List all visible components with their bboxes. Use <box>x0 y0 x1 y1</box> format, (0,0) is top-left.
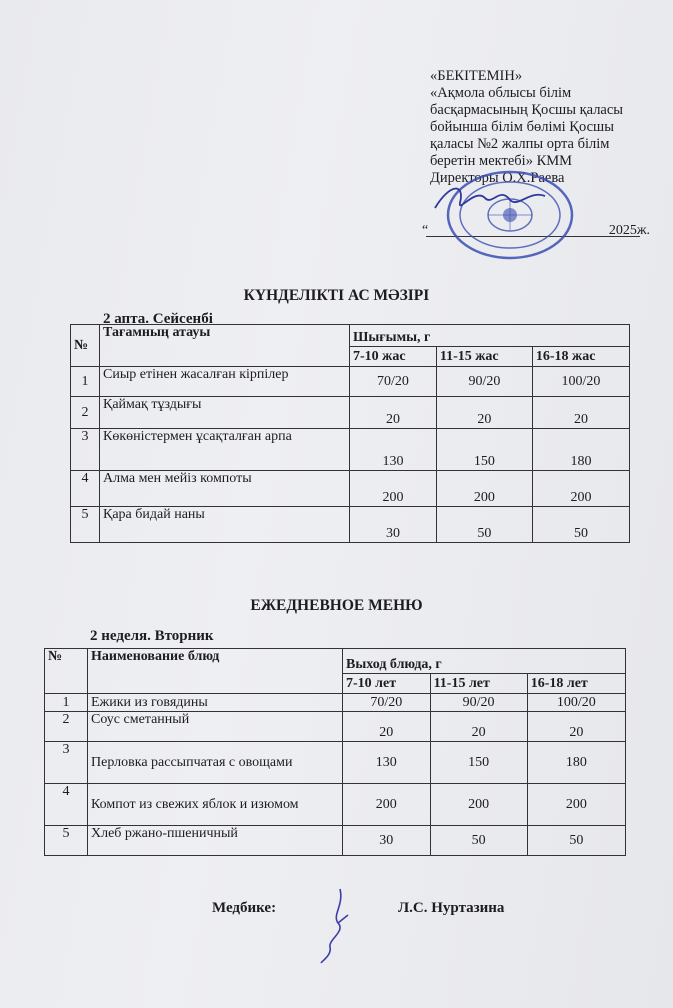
row-value: 100/20 <box>532 367 629 397</box>
table-header-name: Наименование блюд <box>88 649 343 694</box>
row-value: 200 <box>343 784 431 826</box>
row-value: 150 <box>430 742 527 784</box>
row-name: Ежики из говядины <box>88 694 343 712</box>
table-header-age: 16-18 жас <box>532 347 629 367</box>
row-value: 50 <box>436 507 532 543</box>
row-value: 200 <box>527 784 625 826</box>
kazakh-subtitle: 2 апта. Сейсенбі <box>103 311 213 327</box>
row-num: 4 <box>71 471 100 507</box>
table-row <box>45 784 626 826</box>
table-header-name: Тағамның атауы <box>100 325 350 367</box>
row-value: 20 <box>343 712 431 742</box>
row-name: Қаймақ тұздығы <box>100 397 350 429</box>
row-num: 2 <box>45 712 88 742</box>
table-header-age: 11-15 жас <box>436 347 532 367</box>
approval-line: басқармасының Қосшы қаласы <box>430 102 624 118</box>
row-value: 200 <box>350 471 437 507</box>
row-num: 4 <box>45 784 88 826</box>
date-quote: “ <box>422 223 429 238</box>
row-value: 30 <box>350 507 437 543</box>
table-header-age: 7-10 лет <box>343 674 431 694</box>
table-row <box>71 397 630 429</box>
table-header-age: 16-18 лет <box>527 674 625 694</box>
row-value: 70/20 <box>350 367 437 397</box>
nurse-role-label: Медбике: <box>212 900 277 916</box>
russian-menu-table <box>44 648 626 856</box>
table-header-num: № <box>45 649 88 694</box>
approval-line: Директоры О.Х.Раева <box>430 170 565 186</box>
row-num: 5 <box>45 826 88 856</box>
row-value: 70/20 <box>343 694 431 712</box>
row-value: 130 <box>343 742 431 784</box>
nurse-name: Л.С. Нуртазина <box>398 900 505 916</box>
row-value: 50 <box>430 826 527 856</box>
table-row <box>71 507 630 543</box>
row-num: 5 <box>71 507 100 543</box>
approval-line: «Ақмола облысы білім <box>430 85 572 101</box>
row-value: 20 <box>527 712 625 742</box>
row-num: 2 <box>71 397 100 429</box>
russian-subtitle: 2 неделя. Вторник <box>90 628 214 644</box>
row-value: 50 <box>527 826 625 856</box>
row-value: 20 <box>532 397 629 429</box>
table-header-age: 7-10 жас <box>350 347 437 367</box>
row-num: 3 <box>45 742 88 784</box>
director-signature <box>430 178 550 218</box>
approval-line: «БЕКІТЕМІН» <box>430 68 523 84</box>
row-value: 30 <box>343 826 431 856</box>
table-row <box>45 742 626 784</box>
table-row <box>45 712 626 742</box>
row-name: Көкөністермен ұсақталған арпа <box>100 429 350 471</box>
approval-year: 2025ж. <box>608 223 650 238</box>
nurse-signature <box>318 885 358 965</box>
row-value: 200 <box>532 471 629 507</box>
row-value: 90/20 <box>436 367 532 397</box>
row-value: 20 <box>430 712 527 742</box>
row-value: 20 <box>350 397 437 429</box>
row-num: 3 <box>71 429 100 471</box>
row-value: 150 <box>436 429 532 471</box>
approval-line: қаласы №2 жалпы орта білім <box>430 136 610 152</box>
table-row <box>71 367 630 397</box>
row-name: Алма мен мейіз компоты <box>100 471 350 507</box>
row-value: 180 <box>532 429 629 471</box>
row-name: Компот из свежих яблок и изюмом <box>88 784 343 826</box>
row-name: Қара бидай наны <box>100 507 350 543</box>
table-header-yield: Шығымы, г <box>350 325 630 347</box>
row-name: Хлеб ржано-пшеничный <box>88 826 343 856</box>
russian-title: ЕЖЕДНЕВНОЕ МЕНЮ <box>250 597 423 614</box>
row-value: 50 <box>532 507 629 543</box>
approval-line: бойынша білім бөлімі Қосшы <box>430 119 614 135</box>
row-value: 200 <box>436 471 532 507</box>
table-row <box>45 694 626 712</box>
row-value: 90/20 <box>430 694 527 712</box>
row-value: 130 <box>350 429 437 471</box>
table-header-num: № <box>71 325 100 367</box>
row-num: 1 <box>71 367 100 397</box>
table-header-yield: Выход блюда, г <box>343 649 626 674</box>
kazakh-title: КҮНДЕЛІКТІ АС МӘЗІРІ <box>243 287 430 304</box>
table-row <box>45 826 626 856</box>
kazakh-menu-table <box>70 324 630 543</box>
row-name: Перловка рассыпчатая с овощами <box>88 742 343 784</box>
row-value: 180 <box>527 742 625 784</box>
approval-line: беретін мектебі» КММ <box>430 153 573 169</box>
row-value: 200 <box>430 784 527 826</box>
row-value: 100/20 <box>527 694 625 712</box>
table-row <box>71 471 630 507</box>
row-value: 20 <box>436 397 532 429</box>
row-name: Соус сметанный <box>88 712 343 742</box>
table-row <box>71 429 630 471</box>
table-header-age: 11-15 лет <box>430 674 527 694</box>
row-name: Сиыр етінен жасалған кірпілер <box>100 367 350 397</box>
row-num: 1 <box>45 694 88 712</box>
